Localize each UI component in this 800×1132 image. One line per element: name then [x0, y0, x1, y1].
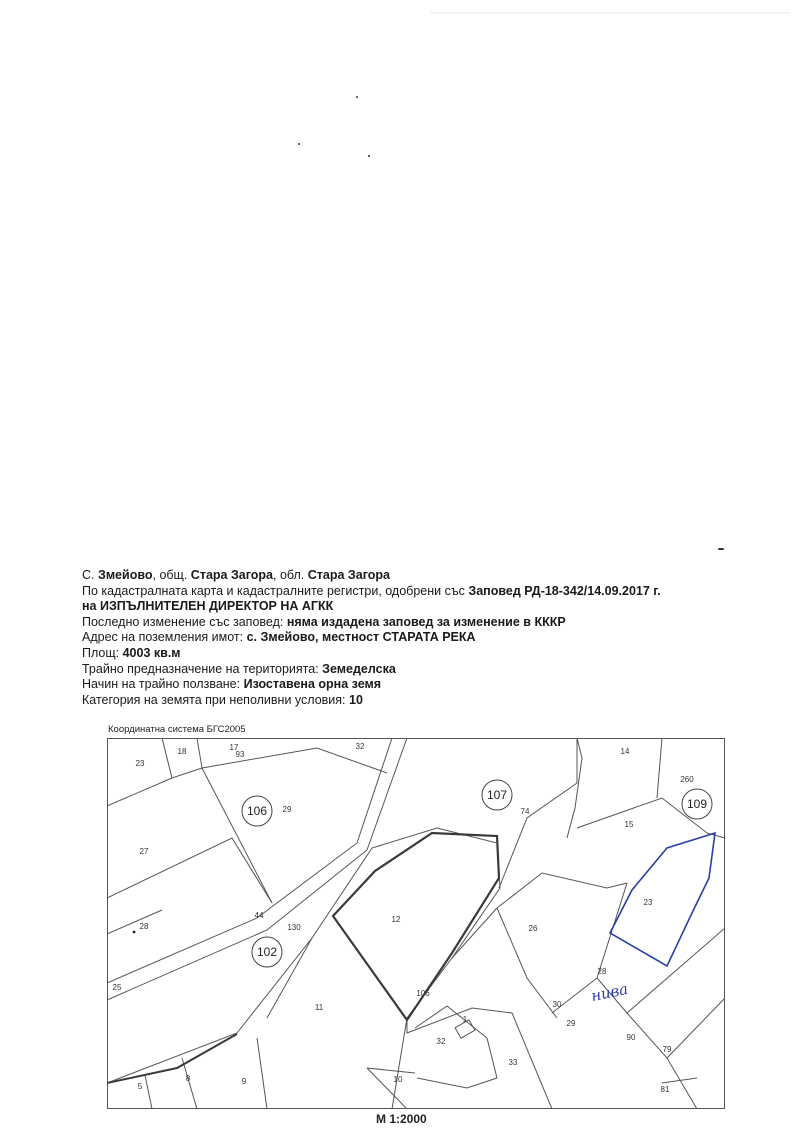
- parcel-label: 1: [462, 1015, 468, 1024]
- lot-boundary: [182, 1058, 197, 1109]
- settlement-prefix: С.: [82, 568, 98, 582]
- address-value: с. Змейово, местност СТАРАТА РЕКА: [246, 630, 476, 645]
- last-change-value: няма издадена заповед за изменение в КККР: [286, 614, 566, 629]
- parcel-label: 79: [662, 1045, 672, 1054]
- parcel-label: 29: [566, 1019, 576, 1028]
- road-edge: [107, 738, 407, 1000]
- area-line: [82, 646, 782, 662]
- lot-boundary: [107, 838, 272, 903]
- parcel-label: 130: [287, 923, 301, 932]
- last-change-line: [82, 615, 782, 631]
- region-prefix: , обл.: [273, 568, 308, 582]
- parcel-label: 10: [393, 1075, 403, 1084]
- parcel-label: 23: [643, 898, 653, 907]
- settlement-line: [82, 568, 782, 584]
- circled-label: 107: [486, 788, 508, 802]
- parcel-label: 106: [416, 989, 430, 998]
- lot-boundary: [257, 1038, 267, 1109]
- order-line: [82, 584, 782, 600]
- circled-label: 102: [256, 945, 278, 959]
- parcel-label: 5: [137, 1082, 143, 1091]
- road-edge: [499, 738, 577, 888]
- lot-boundary: [627, 928, 725, 1013]
- circled-label: 106: [246, 804, 268, 818]
- lot-boundary: [107, 910, 162, 934]
- scan-artifact-line: [430, 12, 790, 14]
- usage-value: Изоставена орна земя: [243, 677, 382, 692]
- usage-line: [82, 677, 782, 693]
- last-change-label: Последно изменение със заповед:: [82, 614, 287, 629]
- address-label: Адрес на поземления имот:: [82, 630, 247, 645]
- cadastral-map-svg: [107, 738, 725, 1109]
- usage-label: Начин на трайно ползване:: [82, 677, 244, 692]
- parcel-label: 29: [282, 805, 292, 814]
- lot-boundary: [367, 1068, 415, 1073]
- parcel-info-block: [82, 568, 782, 708]
- order-number: Заповед РД-18-342/14.09.2017 г.: [468, 583, 661, 598]
- region-name: Стара Загора: [307, 568, 390, 582]
- parcel-label: 93: [235, 750, 245, 759]
- parcel-label: 14: [620, 747, 630, 756]
- parcel-label: 25: [112, 983, 122, 992]
- purpose-label: Трайно предназначение на територията:: [82, 661, 323, 676]
- lot-boundary: [202, 768, 272, 903]
- municipality-prefix: , общ.: [152, 568, 191, 582]
- category-line: [82, 693, 782, 709]
- scan-speck: [298, 143, 300, 145]
- parcel-label: 17: [229, 743, 239, 752]
- parcel-label: 28: [139, 922, 149, 931]
- parcel-label: 15: [624, 820, 634, 829]
- parcel-label: 8: [185, 1074, 191, 1083]
- category-label: Категория на земята при неполивни условия:: [82, 692, 349, 707]
- scan-speck: [718, 548, 724, 550]
- parcel-label: 44: [254, 911, 264, 920]
- scan-speck: [356, 96, 358, 98]
- marked-parcel-23: [610, 833, 715, 966]
- cadastral-map: [107, 738, 725, 1109]
- map-scale: М 1:2000: [376, 1112, 427, 1126]
- order-text: По кадастралната карта и кадастралните регистри, одобрени със: [82, 583, 469, 598]
- lot-boundary: [707, 833, 725, 838]
- category-value: 10: [349, 692, 363, 707]
- parcel-label: 12: [391, 915, 401, 924]
- parcel-label: 260: [680, 775, 694, 784]
- director-line: [82, 599, 782, 615]
- lot-boundary: [667, 998, 725, 1058]
- lot-boundary: [497, 908, 557, 1018]
- parcel-label: 28: [597, 967, 607, 976]
- parcel-label: 27: [139, 847, 149, 856]
- coordinate-system-caption: Координатна система БГС2005: [108, 724, 246, 735]
- map-frame: [108, 739, 725, 1109]
- parcel-label: 81: [660, 1085, 670, 1094]
- parcel-label: 33: [508, 1058, 518, 1067]
- area-label: Площ:: [82, 645, 123, 660]
- lot-boundary: [162, 738, 202, 778]
- handwritten-note: нива: [589, 979, 630, 1006]
- parcel-label: 74: [520, 807, 530, 816]
- parcel-label: 32: [436, 1037, 446, 1046]
- parcel-label: 32: [355, 742, 365, 751]
- lot-boundary: [145, 1075, 152, 1109]
- lot-boundary: [657, 738, 662, 798]
- survey-point: [133, 931, 136, 934]
- settlement-name: Змейово: [97, 568, 153, 582]
- purpose-line: [82, 662, 782, 678]
- area-value: 4003 кв.м: [122, 645, 181, 660]
- parcel-label: 11: [314, 1003, 324, 1012]
- road-edge: [407, 1008, 552, 1109]
- parcel-label: 9: [241, 1077, 247, 1086]
- address-line: [82, 630, 782, 646]
- circled-label: 109: [686, 797, 708, 811]
- parcel-label: 90: [626, 1033, 636, 1042]
- purpose-value: Земеделска: [322, 661, 396, 676]
- parcel-label: 30: [552, 1000, 562, 1009]
- parcel-label: 18: [177, 747, 187, 756]
- parcel-label: 23: [135, 759, 145, 768]
- lot-boundary: [107, 778, 172, 806]
- director-text: на ИЗПЪЛНИТЕЛЕН ДИРЕКТОР НА АГКК: [82, 599, 334, 614]
- lot-boundary: [415, 1006, 497, 1088]
- parcel-label: 26: [528, 924, 538, 933]
- municipality-name: Стара Загора: [190, 568, 274, 582]
- lot-boundary: [497, 873, 627, 908]
- scan-speck: [368, 155, 370, 157]
